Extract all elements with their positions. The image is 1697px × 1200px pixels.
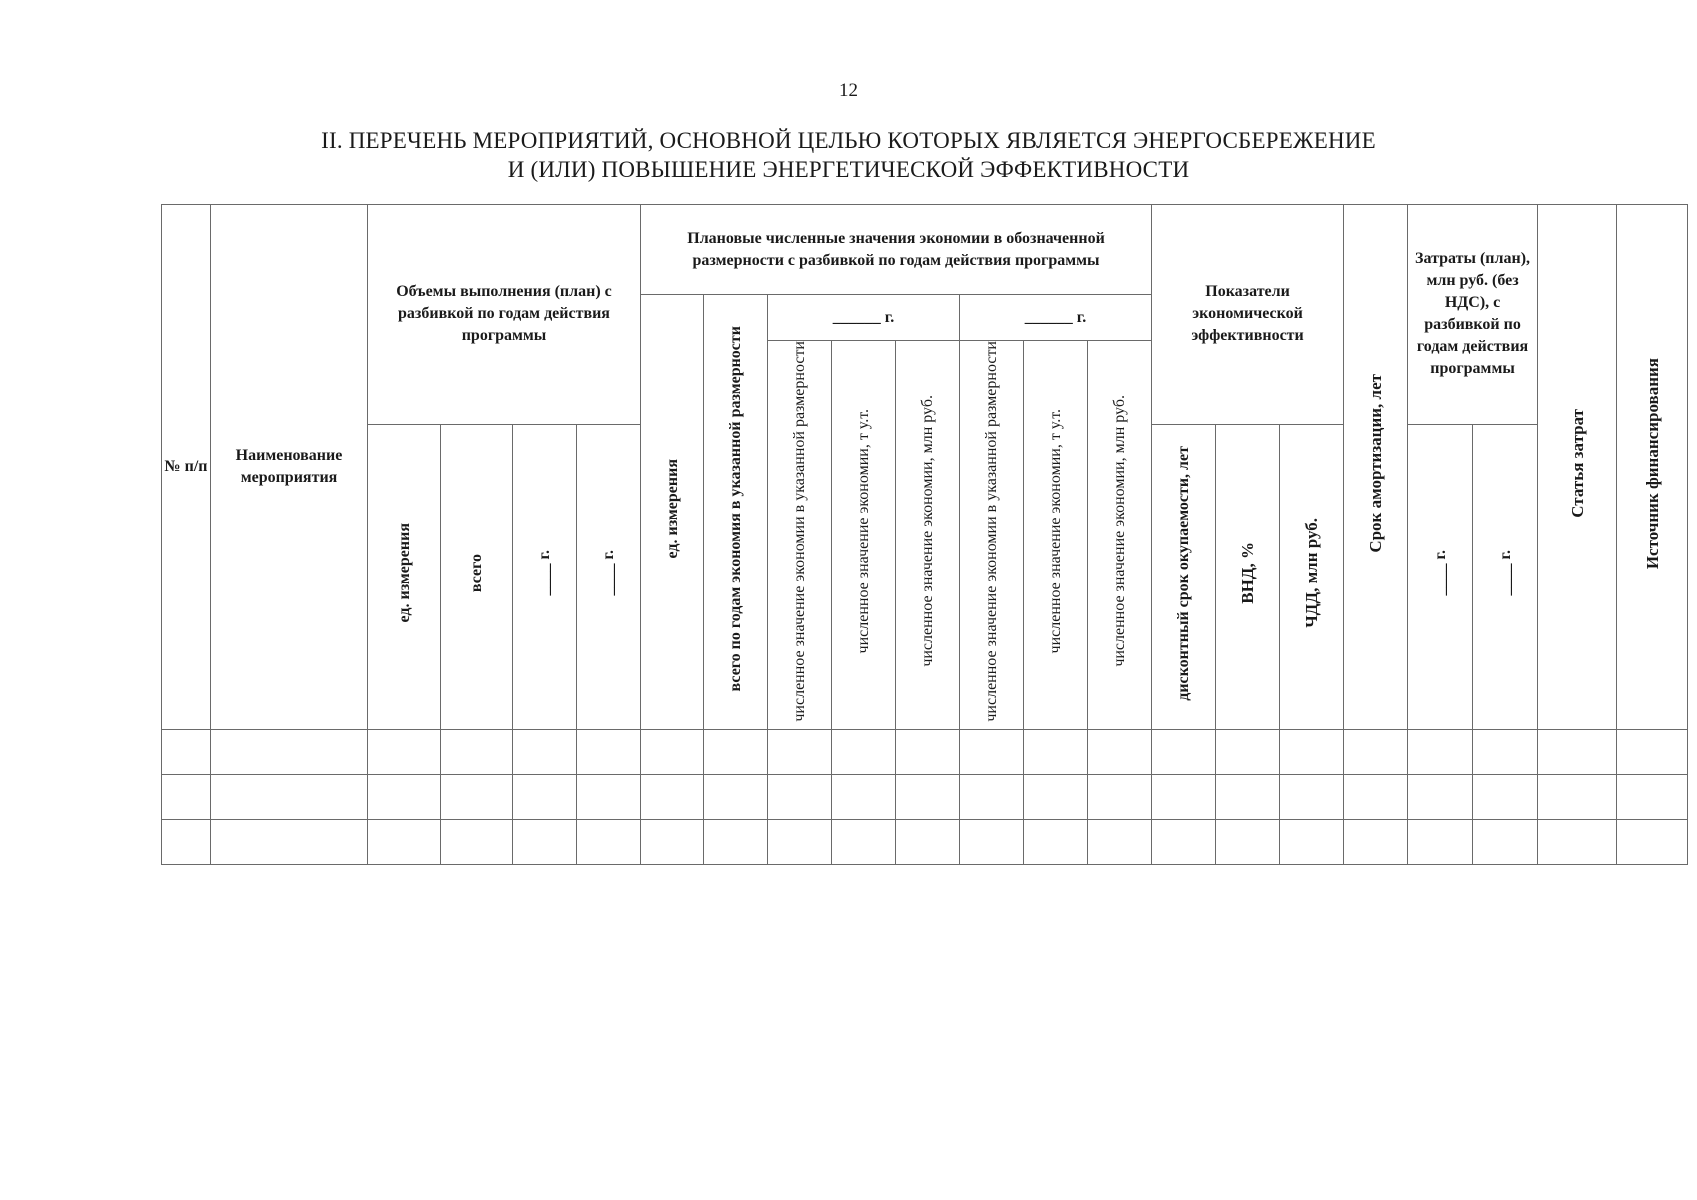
table-cell xyxy=(641,819,704,864)
savings-b-rub-label: численное значение экономии, млн руб. xyxy=(1111,395,1129,668)
header-number: № п/п xyxy=(162,205,211,730)
title-line-2: И (ИЛИ) ПОВЫШЕНИЕ ЭНЕРГЕТИЧЕСКОЙ ЭФФЕКТИВНОСТИ xyxy=(507,157,1190,182)
header-savings-year-a: ______ г. xyxy=(768,295,960,341)
header-costs-year-1 xyxy=(1408,424,1473,729)
amortization-label: Срок амортизации, лет xyxy=(1366,373,1386,553)
volumes-year-2-label: ____ г. xyxy=(600,550,617,596)
table-cell xyxy=(368,774,441,819)
table-cell xyxy=(441,774,513,819)
irr-label: ВНД, % xyxy=(1238,542,1258,604)
table-cell xyxy=(1088,729,1152,774)
table-cell xyxy=(1538,774,1617,819)
header-volumes-group: Объемы выполнения (план) с разбивкой по годам действия программы xyxy=(368,205,641,425)
table-cell xyxy=(211,774,368,819)
table-cell xyxy=(368,729,441,774)
table-cell xyxy=(1088,819,1152,864)
cost-item-label: Статья затрат xyxy=(1567,408,1587,518)
table-cell xyxy=(211,819,368,864)
table-cell xyxy=(1216,774,1280,819)
table-cell xyxy=(1617,774,1688,819)
funding-source-label: Источник финансирования xyxy=(1642,357,1662,569)
table-cell xyxy=(768,819,832,864)
savings-a-rub-label: численное значение экономии, млн руб. xyxy=(919,395,936,668)
savings-b-tut-label: численное значение экономии, т у.т. xyxy=(1047,409,1064,654)
table-cell xyxy=(896,729,960,774)
table-cell xyxy=(896,819,960,864)
header-event-name: Наименование мероприятия xyxy=(211,205,368,730)
table-cell xyxy=(704,729,768,774)
costs-year-1-label: ____ г. xyxy=(1431,550,1449,596)
header-npv xyxy=(1280,424,1344,729)
header-savings-unit xyxy=(641,295,704,730)
table-cell xyxy=(1024,774,1088,819)
header-volumes-total xyxy=(441,424,513,729)
table-cell xyxy=(896,774,960,819)
header-savings-b-rub xyxy=(1088,341,1152,730)
table-cell xyxy=(1280,729,1344,774)
header-savings-b-tut xyxy=(1024,341,1088,730)
header-payback xyxy=(1152,424,1216,729)
header-costs-group: Затраты (план), млн руб. (без НДС), с разбивкой по годам действия программы xyxy=(1408,205,1538,425)
header-savings-total xyxy=(704,295,768,730)
table-cell xyxy=(1088,774,1152,819)
table-cell xyxy=(960,774,1024,819)
table-cell xyxy=(1408,819,1473,864)
table-cell xyxy=(1617,819,1688,864)
table-cell xyxy=(162,729,211,774)
table-cell xyxy=(1473,819,1538,864)
header-savings-year-b: ______ г. xyxy=(960,295,1152,341)
header-amortization xyxy=(1344,205,1408,730)
table-cell xyxy=(1280,819,1344,864)
header-volumes-year-2 xyxy=(577,424,641,729)
volumes-unit-label: ед. измерения xyxy=(395,523,413,623)
header-funding-source xyxy=(1617,205,1688,730)
table-cell xyxy=(641,729,704,774)
table-row xyxy=(162,819,1688,864)
table-cell xyxy=(832,774,896,819)
table-cell xyxy=(577,729,641,774)
table-cell xyxy=(162,774,211,819)
table-cell xyxy=(577,774,641,819)
header-irr xyxy=(1216,424,1280,729)
savings-a-dim-label: численное значение экономии в указанной размерности xyxy=(791,341,808,722)
table-cell xyxy=(1473,774,1538,819)
table-cell xyxy=(641,774,704,819)
header-costs-year-2 xyxy=(1473,424,1538,729)
header-savings-b-dim xyxy=(960,341,1024,730)
table-cell xyxy=(704,819,768,864)
table-cell xyxy=(1538,819,1617,864)
volumes-total-label: всего xyxy=(468,554,485,593)
table-cell xyxy=(768,729,832,774)
savings-b-dim-label: численное значение экономии в указанной размерности xyxy=(983,341,1000,722)
header-volumes-year-1 xyxy=(513,424,577,729)
costs-year-2-label: ____ г. xyxy=(1496,550,1514,596)
page-title xyxy=(0,126,1697,184)
table-cell xyxy=(1216,819,1280,864)
savings-unit-label: ед. измерения xyxy=(663,458,681,559)
table-cell xyxy=(1024,729,1088,774)
table-cell xyxy=(704,774,768,819)
table-cell xyxy=(577,819,641,864)
savings-a-tut-label: численное значение экономии, т у.т. xyxy=(855,409,872,654)
table-cell xyxy=(441,729,513,774)
table-cell xyxy=(513,729,577,774)
header-cost-item xyxy=(1538,205,1617,730)
table-cell xyxy=(211,729,368,774)
table-cell xyxy=(441,819,513,864)
table-cell xyxy=(1617,729,1688,774)
table-cell xyxy=(1344,819,1408,864)
header-volumes-unit xyxy=(368,424,441,729)
savings-total-label: всего по годам экономия в указанной размерности xyxy=(727,325,744,692)
volumes-year-1-label: ____ г. xyxy=(536,550,553,596)
page-number: 12 xyxy=(839,80,858,101)
table-cell xyxy=(368,819,441,864)
table-cell xyxy=(1152,729,1216,774)
header-savings-group: Плановые численные значения экономии в обозначенной размерности с разбивкой по годам действия программы xyxy=(641,205,1152,295)
table-cell xyxy=(513,819,577,864)
header-savings-a-tut xyxy=(832,341,896,730)
table-cell xyxy=(1538,729,1617,774)
table-cell xyxy=(832,729,896,774)
table-cell xyxy=(1024,819,1088,864)
table-cell xyxy=(1408,774,1473,819)
table-cell xyxy=(513,774,577,819)
header-economic-efficiency-group: Показатели экономической эффективности xyxy=(1152,205,1344,425)
table-cell xyxy=(1152,819,1216,864)
header-savings-a-dim xyxy=(768,341,832,730)
table-cell xyxy=(1473,729,1538,774)
measures-table xyxy=(161,204,1688,865)
table-cell xyxy=(1216,729,1280,774)
table-cell xyxy=(768,774,832,819)
table-row xyxy=(162,729,1688,774)
title-line-1: II. ПЕРЕЧЕНЬ МЕРОПРИЯТИЙ, ОСНОВНОЙ ЦЕЛЬЮ КОТОРЫХ ЯВЛЯЕТСЯ ЭНЕРГОСБЕРЕЖЕНИЕ xyxy=(321,128,1376,153)
table-cell xyxy=(960,729,1024,774)
npv-label: ЧДД, млн руб. xyxy=(1302,518,1322,628)
header-savings-a-rub xyxy=(896,341,960,730)
table-cell xyxy=(1280,774,1344,819)
table-row xyxy=(162,774,1688,819)
table-cell xyxy=(1152,774,1216,819)
table-cell xyxy=(960,819,1024,864)
table-cell xyxy=(832,819,896,864)
table-cell xyxy=(1344,729,1408,774)
table-cell xyxy=(1344,774,1408,819)
payback-label: дисконтный срок окупаемости, лет xyxy=(1175,445,1193,701)
table-cell xyxy=(1408,729,1473,774)
table-cell xyxy=(162,819,211,864)
